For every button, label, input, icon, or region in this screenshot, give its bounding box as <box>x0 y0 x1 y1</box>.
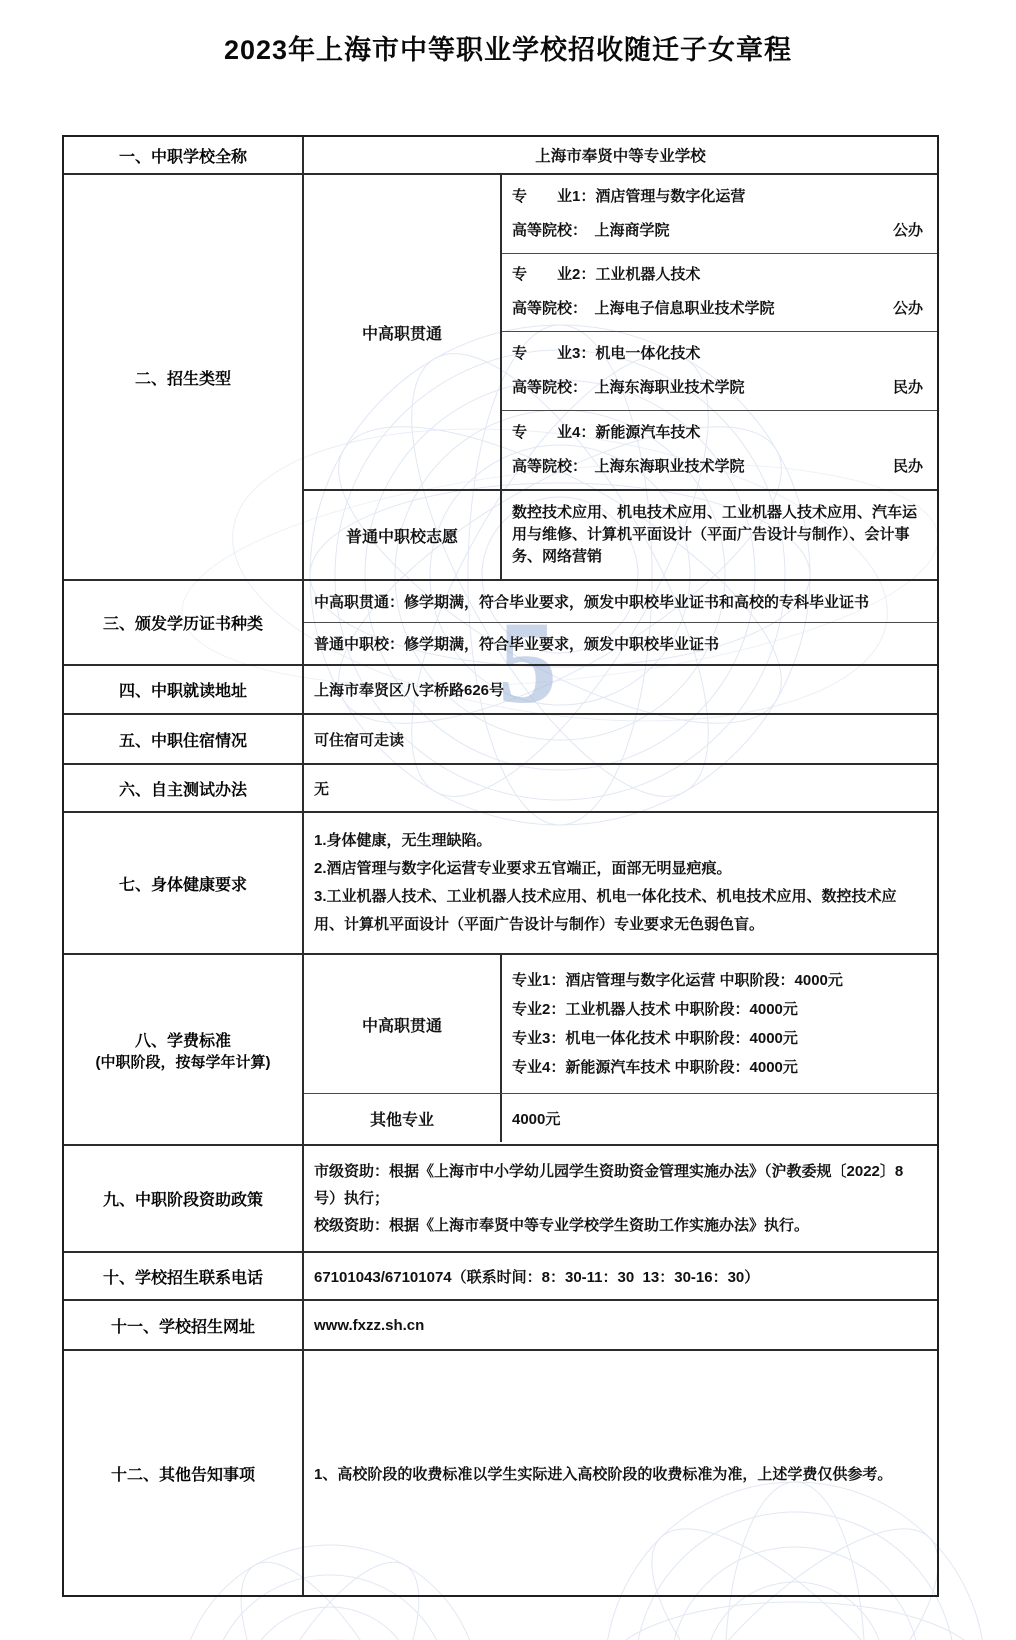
tuition-other-label: 其他专业 <box>304 1094 502 1142</box>
row-accommodation-label: 五、中职住宿情况 <box>64 715 304 763</box>
major-4-name: 专 业4：新能源汽车技术 <box>512 423 701 441</box>
row-contact-phone <box>64 1253 937 1301</box>
row-contact-phone-label: 十、学校招生联系电话 <box>64 1253 304 1299</box>
row-website-label: 十一、学校招生网址 <box>64 1301 304 1349</box>
major-4-college-type: 民办 <box>892 457 923 475</box>
regular-program-label: 普通中职校志愿 <box>304 491 502 579</box>
integrated-program-label: 中高职贯通 <box>304 175 502 489</box>
major-2-college-type: 公办 <box>892 300 923 318</box>
major-item-1 <box>502 175 937 254</box>
self-test-value: 无 <box>314 780 330 798</box>
major-1-name: 专 业1：酒店管理与数字化运营 <box>512 187 746 205</box>
row-tuition <box>64 955 937 1146</box>
row-address <box>64 666 937 715</box>
major-3-name: 专 业3：机电一体化技术 <box>512 344 701 362</box>
regular-majors-list: 数控技术应用、机电技术应用、工业机器人技术应用、汽车运用与维修、计算机平面设计（平面广告设计与制作）、会计事务、网络营销 <box>512 504 918 565</box>
row-self-test <box>64 765 937 813</box>
row-health-requirements <box>64 813 937 955</box>
row-school-name-label: 一、中职学校全称 <box>64 137 304 173</box>
tuition-label-line1: 八、学费标准 <box>134 1032 231 1050</box>
aid-item-school: 校级资助：根据《上海市奉贤中等专业学校学生资助工作实施办法》执行。 <box>314 1217 810 1234</box>
major-4-college: 高等院校： 上海东海职业技术学院 <box>512 457 745 475</box>
row-website <box>64 1301 937 1351</box>
website-value: www.fxzz.sh.cn <box>314 1316 425 1334</box>
health-item-2: 2.酒店管理与数字化运营专业要求五官端正，面部无明显疤痕。 <box>314 860 732 877</box>
major-1-college-type: 公办 <box>892 221 923 239</box>
major-3-college: 高等院校： 上海东海职业技术学院 <box>512 378 745 396</box>
major-1-college: 高等院校： 上海商学院 <box>512 221 670 239</box>
major-2-college: 高等院校： 上海电子信息职业技术学院 <box>512 300 775 318</box>
certificate-regular: 普通中职校：修学期满，符合毕业要求，颁发中职校毕业证书 <box>314 636 720 653</box>
accommodation-value: 可住宿可走读 <box>314 731 405 749</box>
row-certificates <box>64 581 937 666</box>
page-title: 2023年上海市中等职业学校招收随迁子女章程 <box>223 35 793 65</box>
tuition-label-line2: (中职阶段，按每学年计算) <box>95 1053 271 1071</box>
row-financial-aid <box>64 1146 937 1253</box>
tuition-fee-3: 专业3：机电一体化技术 中职阶段：4000元 <box>512 1029 798 1047</box>
aid-item-city: 市级资助：根据《上海市中小学幼儿园学生资助资金管理实施办法》（沪教委规〔2022〕8号）执行； <box>314 1163 904 1207</box>
row-accommodation <box>64 715 937 765</box>
major-3-college-type: 民办 <box>892 378 923 396</box>
major-item-3 <box>502 332 937 411</box>
tuition-fee-4: 专业4：新能源汽车技术 中职阶段：4000元 <box>512 1058 798 1076</box>
row-other-notes <box>64 1351 937 1595</box>
tuition-fee-1: 专业1：酒店管理与数字化运营 中职阶段：4000元 <box>512 971 843 989</box>
certificate-integrated: 中高职贯通：修学期满，符合毕业要求，颁发中职校毕业证书和高校的专科毕业证书 <box>304 581 937 623</box>
row-financial-aid-label: 九、中职阶段资助政策 <box>64 1146 304 1251</box>
health-item-1: 1.身体健康，无生理缺陷。 <box>314 832 492 849</box>
row-enrollment-types <box>64 175 937 581</box>
watermark-seal-glyph: 5 <box>498 597 557 728</box>
row-other-notes-label: 十二、其他告知事项 <box>64 1351 304 1595</box>
row-self-test-label: 六、自主测试办法 <box>64 765 304 811</box>
row-certificates-label: 三、颁发学历证书种类 <box>64 581 304 664</box>
row-enrollment-types-label: 二、招生类型 <box>64 175 304 579</box>
major-2-name: 专 业2：工业机器人技术 <box>512 266 701 284</box>
admission-table <box>62 135 939 1597</box>
row-health-requirements-label: 七、身体健康要求 <box>64 813 304 953</box>
tuition-other-fee: 4000元 <box>512 1110 561 1128</box>
school-name-value: 上海市奉贤中等专业学校 <box>535 148 706 165</box>
major-item-2 <box>502 254 937 333</box>
address-value: 上海市奉贤区八字桥路626号 <box>314 682 505 699</box>
tuition-integrated-label: 中高职贯通 <box>304 955 502 1093</box>
major-item-4 <box>502 411 937 490</box>
row-address-label: 四、中职就读地址 <box>64 666 304 713</box>
other-notes-value: 1、高校阶段的收费标准以学生实际进入高校阶段的收费标准为准，上述学费仅供参考。 <box>314 1465 893 1483</box>
contact-phone-value: 67101043/67101074（联系时间：8：30-11：30 13：30-16：30） <box>314 1268 760 1286</box>
row-school-name <box>64 137 937 175</box>
tuition-fee-2: 专业2：工业机器人技术 中职阶段：4000元 <box>512 1000 798 1018</box>
health-item-3: 3.工业机器人技术、工业机器人技术应用、机电一体化技术、机电技术应用、数控技术应用、计算机平面设计（平面广告设计与制作）专业要求无色弱色盲。 <box>314 888 897 933</box>
row-tuition-label <box>64 955 304 1144</box>
